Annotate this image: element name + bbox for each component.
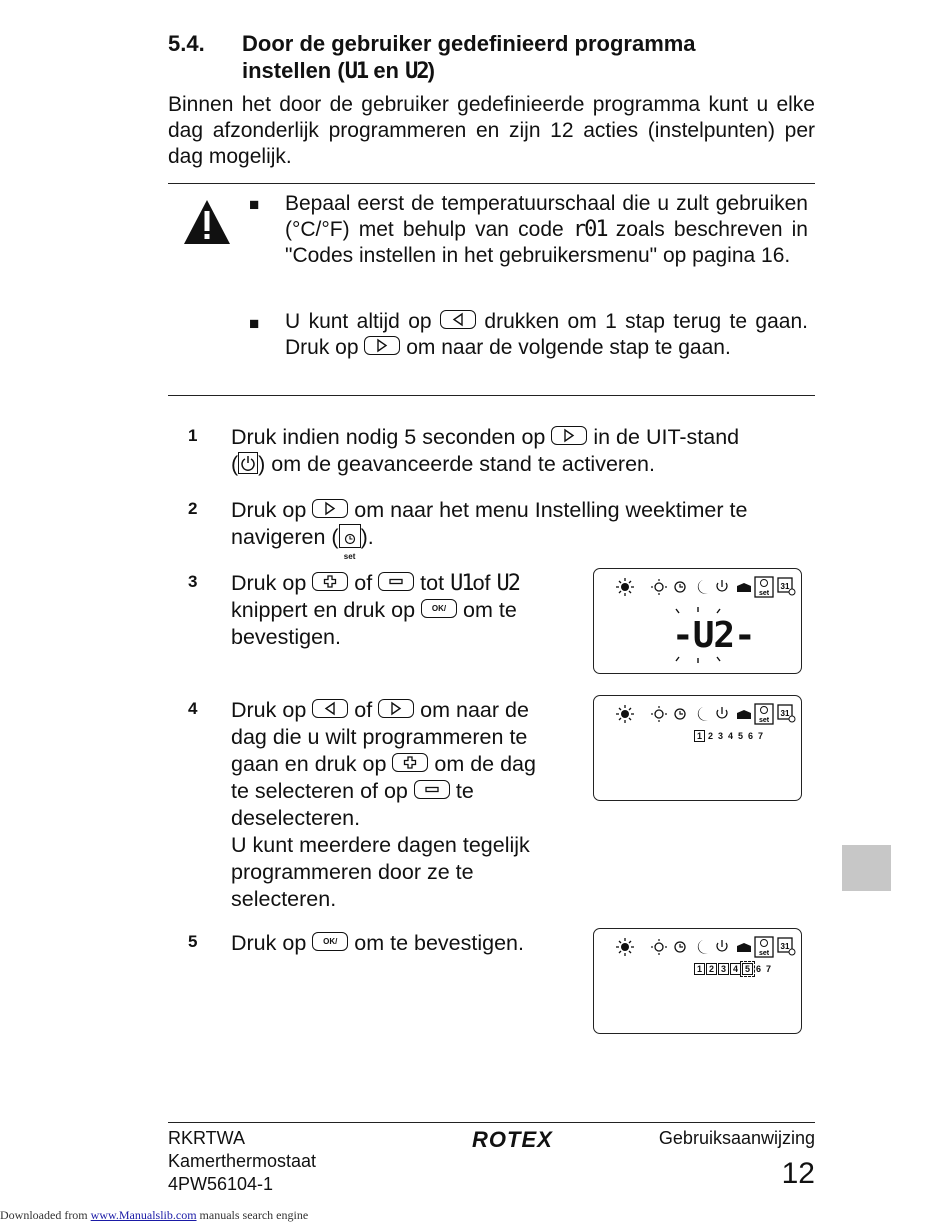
ok-key-icon: OK/ — [312, 932, 348, 951]
comfort-icon — [651, 579, 667, 595]
lcd-day-indicators — [694, 730, 766, 742]
brand-logo: ROTEX — [472, 1127, 553, 1152]
right-arrow-key-icon — [364, 336, 400, 355]
day-6: 6 — [747, 731, 753, 741]
step-number: 2 — [188, 499, 198, 518]
lcd-code: -U2- — [672, 615, 755, 656]
right-arrow-key-icon — [551, 426, 587, 445]
blink-marks-icon — [670, 605, 726, 665]
left-arrow-key-icon — [440, 310, 476, 329]
svg-text:set: set — [758, 950, 770, 957]
ok-key-icon: OK/ — [421, 599, 457, 618]
calendar-icon — [778, 578, 795, 595]
svg-text:set: set — [758, 590, 770, 597]
clock-icon — [675, 582, 685, 592]
section-title-line1: Door de gebruiker gedefinieerd programma — [242, 31, 696, 56]
day-1: 1 — [694, 730, 705, 742]
lcd-display-u2 — [593, 568, 802, 674]
holiday-icon — [737, 583, 751, 592]
lcd-display-day-select — [593, 695, 802, 801]
step-number: 5 — [188, 932, 198, 951]
code-r01: r01 — [572, 217, 607, 242]
day-4: 4 — [727, 731, 733, 741]
svg-text:31: 31 — [780, 582, 790, 591]
code-u2: U2 — [496, 571, 519, 596]
lcd-mode-icons — [612, 703, 802, 725]
plus-key-icon — [392, 753, 428, 772]
footer-rule — [168, 1122, 815, 1123]
step-5-text: Druk op OK/ om te bevestigen. — [231, 931, 524, 955]
left-arrow-key-icon — [312, 699, 348, 718]
step-1-text: Druk indien nodig 5 seconden op in de UIT-stand ( ) om de geavanceerde stand te activeren. — [231, 425, 740, 476]
day-4: 4 — [730, 963, 741, 975]
lcd-mode-icons — [612, 576, 802, 598]
right-arrow-key-icon — [378, 699, 414, 718]
lcd-mode-icons — [612, 936, 802, 958]
right-arrow-key-icon — [312, 499, 348, 518]
day-5: 5 — [742, 963, 753, 975]
lcd-display-days-selected — [593, 928, 802, 1034]
power-icon — [717, 580, 727, 591]
moon-icon — [698, 580, 708, 594]
clock-set-icon: set — [339, 524, 361, 548]
day-3: 3 — [717, 731, 723, 741]
sun-icon — [616, 578, 634, 596]
footer-doc-type: Gebruiksaanwijzing — [658, 1128, 815, 1148]
step-number: 4 — [188, 699, 198, 718]
note-bullet: ■ — [249, 314, 260, 333]
day-2: 2 — [706, 963, 717, 975]
lcd-day-indicators — [694, 963, 774, 975]
plus-key-icon — [312, 572, 348, 591]
note-bullet: ■ — [249, 195, 260, 214]
clock-set-icon — [755, 577, 773, 597]
power-icon — [238, 452, 258, 474]
svg-text:31: 31 — [780, 709, 790, 718]
code-u1: U1 — [450, 571, 473, 596]
svg-text:set: set — [758, 717, 770, 724]
download-note: Downloaded from www.Manualslib.com manuals search engine — [0, 1208, 309, 1222]
note-1: Bepaal eerst de temperatuurschaal die u zult gebruiken (°C/°F) met behulp van code r01 zoals beschreven in "Codes instellen in het gebruikersmenu" op pagina 16. — [285, 192, 808, 267]
day-1: 1 — [694, 963, 705, 975]
footer-left — [168, 1127, 316, 1196]
footer-model: RKRTWA — [168, 1128, 246, 1148]
footer-doc-number: 4PW56104-1 — [168, 1174, 274, 1194]
minus-key-icon — [378, 572, 414, 591]
day-3: 3 — [718, 963, 729, 975]
footer-product: Kamerthermostaat — [168, 1151, 317, 1171]
step-number: 3 — [188, 572, 198, 591]
svg-text:31: 31 — [780, 942, 790, 951]
notes-top-rule — [168, 183, 815, 184]
step-number: 1 — [188, 426, 198, 445]
note-2: U kunt altijd op drukken om 1 stap terug te gaan. Druk op om naar de volgende stap te gaan. — [285, 310, 808, 359]
section-heading — [168, 30, 808, 90]
warning-icon — [182, 198, 232, 246]
intro-paragraph: Binnen het door de gebruiker gedefinieerde programma kunt u elke dag afzonderlijk programmeren en zijn 12 acties (instelpunten) per dag mogelijk. — [168, 93, 815, 168]
step-2-text: Druk op om naar het menu Instelling weektimer te navigeren ( set ). — [231, 498, 748, 562]
code-u2: U2 — [405, 59, 428, 84]
page-number: 12 — [781, 1157, 815, 1190]
notes-bottom-rule — [168, 395, 815, 396]
minus-key-icon — [414, 780, 450, 799]
chapter-tab — [842, 845, 891, 891]
section-title-line2: instellen (U1 en U2) — [242, 58, 435, 84]
manualslib-link[interactable]: www.Manualslib.com — [90, 1208, 197, 1222]
day-7: 7 — [765, 964, 771, 974]
code-u1: U1 — [344, 59, 368, 84]
section-number: 5.4. — [168, 31, 205, 56]
day-5: 5 — [737, 731, 743, 741]
day-6: 6 — [755, 964, 761, 974]
step-3-text: Druk op of tot U1of U2 knippert en druk op OK/ om te bevestigen. — [231, 571, 519, 649]
day-7: 7 — [757, 731, 763, 741]
step-4-text: Druk op of om naar de dag die u wilt programmeren te gaan en druk op om de dag te selecteren of op te deselecteren. U kunt meerdere dagen tegelijk programmeren door ze te selecteren. — [231, 698, 536, 911]
day-2: 2 — [707, 731, 713, 741]
